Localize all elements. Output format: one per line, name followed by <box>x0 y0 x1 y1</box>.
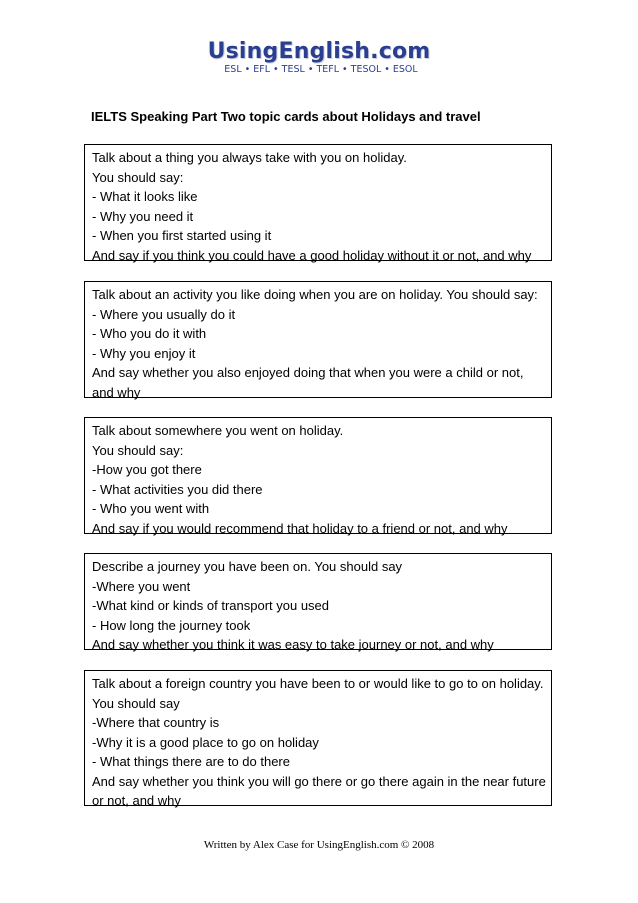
card-line: - What activities you did there <box>92 481 263 497</box>
page-title: IELTS Speaking Part Two topic cards about Holidays and travel <box>91 109 481 124</box>
card-line: - How long the journey took <box>92 617 251 633</box>
card-line: - When you first started using it <box>92 228 272 243</box>
card-line: -What kind or kinds of transport you used <box>92 598 330 613</box>
card-line: And say whether you think you will go there or go there again in the near future or not, and why <box>92 773 546 808</box>
topic-card-5 <box>84 670 552 806</box>
card-line: - Why you enjoy it <box>92 345 196 361</box>
card-line: Describe a journey you have been on. You should say <box>92 559 403 574</box>
card-line: - What things there are to do there <box>92 754 290 769</box>
card-line: - What it looks like <box>92 189 198 204</box>
card-line: Talk about a foreign country you have been to or would like to go to on holiday. <box>92 676 544 691</box>
card-line: -Why it is a good place to go on holiday <box>92 734 319 750</box>
card-line: And say whether you think it was easy to take journey or not, and why <box>92 637 494 652</box>
card-line: You should say: <box>92 442 184 458</box>
card-line: Talk about an activity you like doing when you are on holiday. You should say: <box>92 287 538 302</box>
site-logo <box>0 40 638 76</box>
card-line: - Who you went with <box>92 501 210 516</box>
logo-tagline: ESL • EFL • TESL • TEFL • TESOL • ESOL <box>224 64 418 75</box>
logo-name: UsingEnglish.com <box>207 39 431 64</box>
card-line: And say whether you also enjoyed doing that when you were a child or not, and why <box>92 365 524 400</box>
card-line: - Who you do it with <box>92 326 207 341</box>
card-line: - Where you usually do it <box>92 306 236 322</box>
topic-card-3 <box>84 417 552 534</box>
card-line: And say if you would recommend that holiday to a friend or not, and why <box>92 520 508 536</box>
card-line: You should say <box>92 695 180 711</box>
card-line: Talk about a thing you always take with you on holiday. <box>92 150 407 165</box>
card-line: You should say: <box>92 169 184 185</box>
topic-card-1 <box>84 144 552 261</box>
footer-credit: Written by Alex Case for UsingEnglish.com © 2008 <box>203 839 435 851</box>
card-line: Talk about somewhere you went on holiday. <box>92 423 344 438</box>
topic-card-2 <box>84 281 552 398</box>
card-line: - Why you need it <box>92 208 194 224</box>
card-line: -Where that country is <box>92 715 220 730</box>
card-line: And say if you think you could have a good holiday without it or not, and why <box>92 247 532 263</box>
card-line: -How you got there <box>92 462 202 477</box>
card-line: -Where you went <box>92 578 191 594</box>
topic-card-4 <box>84 553 552 650</box>
